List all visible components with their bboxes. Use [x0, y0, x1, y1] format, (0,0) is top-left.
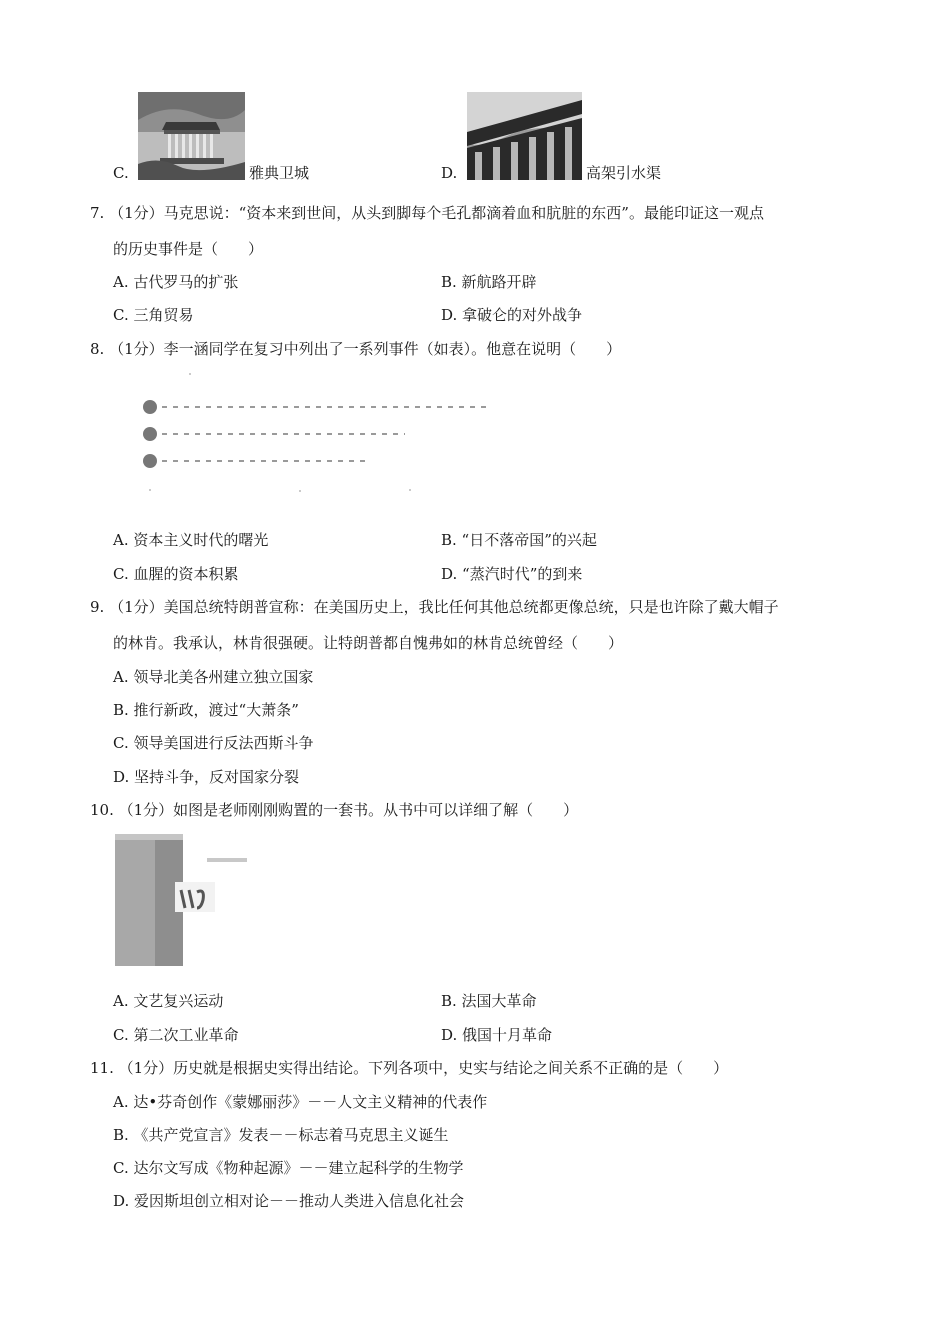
- q9-stem-line1: 9. （1分）美国总统特朗普宣称：在美国历史上，我比任何其他总统都更像总统，只是也许除了戴大帽子: [90, 598, 779, 616]
- q11-stem: 11. （1分）历史就是根据史实得出结论。下列各项中，史实与结论之间关系不正确的是（ ）: [90, 1059, 729, 1077]
- q8-option-c[interactable]: C. 血腥的资本积累: [113, 565, 239, 583]
- q8-option-d[interactable]: D. “蒸汽时代”的到来: [441, 565, 583, 583]
- q7-option-c[interactable]: C. 三角贸易: [113, 306, 194, 324]
- q9-option-c[interactable]: C. 领导美国进行反法西斯斗争: [113, 734, 314, 752]
- q9-option-a[interactable]: A. 领导北美各州建立独立国家: [113, 668, 314, 686]
- q8-option-b[interactable]: B. “日不落帝国”的兴起: [441, 531, 597, 549]
- q7-option-b[interactable]: B. 新航路开辟: [441, 273, 537, 291]
- q10-option-c[interactable]: C. 第二次工业革命: [113, 1026, 239, 1044]
- q11-option-c[interactable]: C. 达尔文写成《物种起源》－－建立起科学的生物学: [113, 1159, 464, 1177]
- q10-option-b[interactable]: B. 法国大革命: [441, 992, 537, 1010]
- book-set-image: [115, 830, 255, 972]
- q11-option-d[interactable]: D. 爱因斯坦创立相对论－－推动人类进入信息化社会: [113, 1192, 465, 1210]
- q7-stem-line1: 7. （1分）马克思说：“资本来到世间，从头到脚每个毛孔都滴着血和肮脏的东西”。最能印证这一观点: [90, 204, 764, 222]
- q6-option-d-text[interactable]: 高架引水渠: [586, 164, 662, 182]
- q7-option-a[interactable]: A. 古代罗马的扩张: [113, 273, 239, 291]
- q11-option-b[interactable]: B. 《共产党宣言》发表－－标志着马克思主义诞生: [113, 1126, 449, 1144]
- q6-option-c-letter[interactable]: C.: [113, 164, 129, 182]
- q9-option-b[interactable]: B. 推行新政，渡过“大萧条”: [113, 701, 299, 719]
- q7-option-d[interactable]: D. 拿破仑的对外战争: [441, 306, 583, 324]
- q11-option-a[interactable]: A. 达•芬奇创作《蒙娜丽莎》－－人文主义精神的代表作: [113, 1093, 488, 1111]
- q10-option-a[interactable]: A. 文艺复兴运动: [113, 992, 224, 1010]
- q10-stem: 10. （1分）如图是老师刚刚购置的一套书。从书中可以详细了解（ ）: [90, 801, 579, 819]
- q6-option-d-letter[interactable]: D.: [441, 164, 458, 182]
- q6-option-c-text[interactable]: 雅典卫城: [249, 164, 310, 182]
- acropolis-image: [138, 92, 245, 180]
- aqueduct-image: [467, 92, 582, 180]
- q9-option-d[interactable]: D. 坚持斗争，反对国家分裂: [113, 768, 300, 786]
- q8-option-a[interactable]: A. 资本主义时代的曙光: [113, 531, 269, 549]
- q9-stem-line2: 的林肯。我承认，林肯很强硬。让特朗普都自愧弗如的林肯总统曾经（ ）: [113, 634, 624, 652]
- event-list-image: [140, 370, 500, 500]
- q10-option-d[interactable]: D. 俄国十月革命: [441, 1026, 553, 1044]
- q8-stem: 8. （1分）李一涵同学在复习中列出了一系列事件（如表）。他意在说明（ ）: [90, 340, 622, 358]
- q7-stem-line2: 的历史事件是（ ）: [113, 240, 264, 258]
